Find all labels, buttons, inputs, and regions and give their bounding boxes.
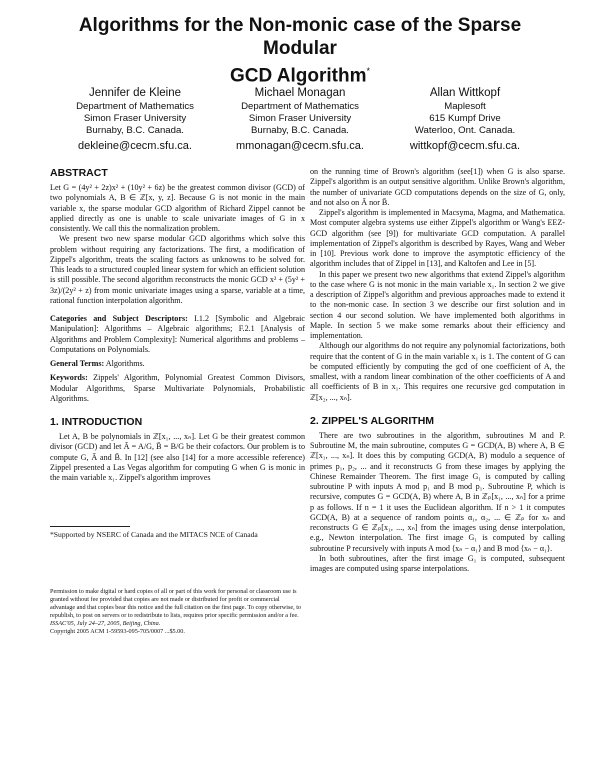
author-dept: Maplesoft [444, 101, 486, 112]
footnote-rule [50, 526, 130, 527]
categories-label: Categories and Subject Descriptors: [50, 314, 188, 323]
body-paragraph-6: In both subroutines, after the first image G₁ is computed, subsequent images are computed using sparse interpolations. [310, 553, 565, 573]
author-org: 615 Kumpf Drive [429, 113, 501, 124]
author-name: Jennifer de Kleine [88, 87, 182, 99]
author-email: wittkopf@cecm.sfu.ca. [409, 140, 521, 152]
general-terms-label: General Terms: [50, 359, 105, 368]
permission-block [50, 588, 305, 635]
title-footnote-mark: * [366, 66, 371, 76]
categories-paragraph [50, 314, 305, 355]
author-address: Burnaby, B.C. Canada. [86, 125, 184, 136]
author-email: dekleine@cecm.sfu.ca. [78, 140, 192, 152]
author-block-1 [60, 86, 210, 154]
author-block-2 [225, 86, 375, 154]
author-address: Waterloo, Ont. Canada. [414, 125, 516, 136]
spacer [50, 306, 305, 314]
title-line-1: Algorithms for the Non-monic case of the Sparse Modular [78, 15, 522, 59]
body-paragraph-2: Zippel's algorithm is implemented in Macsyma, Magma, and Mathematica. Most computer algebra systems use either Zippel's algorithm or Wang's EEZ-GCD algorithm (see [9]) for multivariate GCD computation. A parallel implementation of Zippel's algorithm is described by Rayes, Wang and Weber in [10]. Previous work done to improve the asymptotic efficiency of the algorithm includes that of Zippel in [13], and Kaltofen and Lee in [5]. [310, 208, 565, 269]
abstract-paragraph-1: Let G = (4y² + 2z)x² + (10y² + 6z) be the greatest common divisor (GCD) of two polynomials A, B ∈ ℤ[x, y, z]. Because G is not monic in the main variable x, the sparse modular GCD algorithm of Richard Zippel cannot be applied directly as one is unable to scale univariate images of G in x consistently. We call this the normalization problem. [50, 183, 305, 233]
spacer [50, 404, 305, 416]
spacer [310, 403, 565, 415]
body-paragraph-1: on the running time of Brown's algorithm (see[1]) when G is also sparse. Zippel's algorithm is an output sensitive algorithm. Unlike Brown's algorithm, the number of univariate GCD computations depends on the size of G, only, and not also on Ā nor B̄. [310, 167, 565, 207]
title-line-2-text: GCD Algorithm [229, 65, 367, 87]
body-paragraph-5: There are two subroutines in the algorithm, subroutines M and P. Subroutine M, the main subroutine, computes G = GCD(A, B) where A, B ∈ ℤ[x₁, ..., xₙ]. It does this by computing GCD(A, B) modulo a sequence of primes p₁, p₂, ... and it reconstructs G from these images by applying the Chinese Remainder Theorem. The first image G₁ is computed by calling subroutine P with inputs A mod p₁ and B mod p₁. Subroutine P, which is recursive, computes G = GCD(A, B) where A, B in ℤₚ[x₁, ..., xₙ] for a prime p as follows. If n = 1 it uses the Euclidean algorithm. If n > 1 it computes GCD(A, B) at a sequence of random points α₁, α₂, ... ∈ ℤₚ for xₙ and reconstructs G ∈ ℤₚ[x₁, ..., xₙ] from the images using dense interpolation, e.g., Newton interpolation. The first image G₁ is computed by calling subroutine P recursively with inputs A mod ⟨xₙ − α₁⟩ and B mod ⟨xₙ − α₁⟩. [310, 430, 565, 553]
permission-text: Permission to make digital or hard copies of all or part of this work for personal or classroom use is granted without fee provided that copies are not made or distributed for profit or commercial advantage and that copies bear this notice and the full citation on the first page. To copy otherwise, to republish, to post on servers or to redistribute to lists, requires prior specific permission and/or a fee. [50, 588, 302, 619]
author-block-3 [390, 86, 540, 154]
left-column [50, 167, 305, 483]
funding-footnote: *Supported by NSERC of Canada and the MITACS NCE of Canada [50, 530, 258, 539]
author-dept: Department of Mathematics [241, 101, 359, 112]
paper-title [40, 14, 560, 87]
right-column [310, 167, 565, 574]
body-paragraph-3: In this paper we present two new algorithms that extend Zippel's algorithm to the case where G is not monic in the main variable x₁. In section 2 we give a description of Zippel's algorithm and previous approaches made to extend it to the non-monic case. In section 3 we describe our first solution and in section 4 our second solution. We have implemented both algorithms in Maple. In section 5 we make some remarks about their efficiency and implementation. [310, 269, 565, 340]
keywords-label: Keywords: [50, 373, 88, 383]
abstract-heading: ABSTRACT [50, 167, 108, 179]
author-org: Simon Fraser University [83, 113, 187, 124]
introduction-paragraph-1: Let A, B be polynomials in ℤ[x₁, ..., xₙ]. Let G be their greatest common divisor (GCD) and let Ā = A/G, B̄ = B/G be their cofactors. Our problem is to compute G, Ā and B̄. In [12] (see also [14] for a more accessible reference) Zippel presented a Las Vegas algorithm for computing G when G is monic in the main variable x₁. Zippel's algorithm improves [50, 432, 305, 482]
title-line-2 [40, 60, 560, 87]
author-address: Burnaby, B.C. Canada. [251, 125, 349, 136]
general-terms-text: Algorithms. [105, 359, 145, 368]
copyright-info: Copyright 2005 ACM 1-59593-095-705/0007 ...$5.00. [50, 627, 185, 635]
abstract-paragraph-2: We present two new sparse modular GCD algorithms which solve this problem without requiring any factorizations. The first, a modification of Zippel's algorithm, treats the scaling factors as unknowns to be solved for. This leads to a structured coupled linear system for which an efficient solution is still possible. The second algorithm reconstructs the monic GCD x² + (5y² + 3z)/(2y² + z) from monic univariate images using a sparse, variable at a time, rational function interpolation algorithm. [50, 234, 305, 305]
author-org: Simon Fraser University [248, 113, 352, 124]
categories-text: I.1.2 [Symbolic and Algebraic Manipulation]: Algorithms – Algebraic algorithms; F.2.1 [Analysis of Algorithms and Problem Complexity]: Numerical algorithms and problems – Computations on Polynomials. [50, 314, 305, 354]
general-terms-paragraph [50, 359, 305, 369]
author-name: Allan Wittkopf [429, 87, 501, 99]
author-dept: Department of Mathematics [76, 101, 194, 112]
author-name: Michael Monagan [254, 87, 346, 99]
keywords-text: Zippels' Algorithm, Polynomial Greatest Common Divisors, Modular Algorithms, Sparse Multivariate Polynomials, Probabilistic Algorithms. [50, 373, 305, 403]
keywords-paragraph [50, 373, 305, 404]
conference-info: ISSAC'05, July 24–27, 2005, Beijing, China. [50, 619, 161, 627]
introduction-heading: 1. INTRODUCTION [50, 416, 143, 428]
zippel-heading: 2. ZIPPEL'S ALGORITHM [310, 414, 435, 427]
body-paragraph-4: Although our algorithms do not require any polynomial factorizations, both require that the content of G in the main variable x₁ is 1. The content of G can be computed efficiently by computing the gcd of one coefficient of A, the smallest, with a random linear combination of the other coefficients of A and all coefficients of B in x₁. This requires one recursive gcd computation in ℤ[x₂, ..., xₙ]. [310, 341, 565, 402]
author-email: mmonagan@cecm.sfu.ca. [236, 140, 364, 152]
